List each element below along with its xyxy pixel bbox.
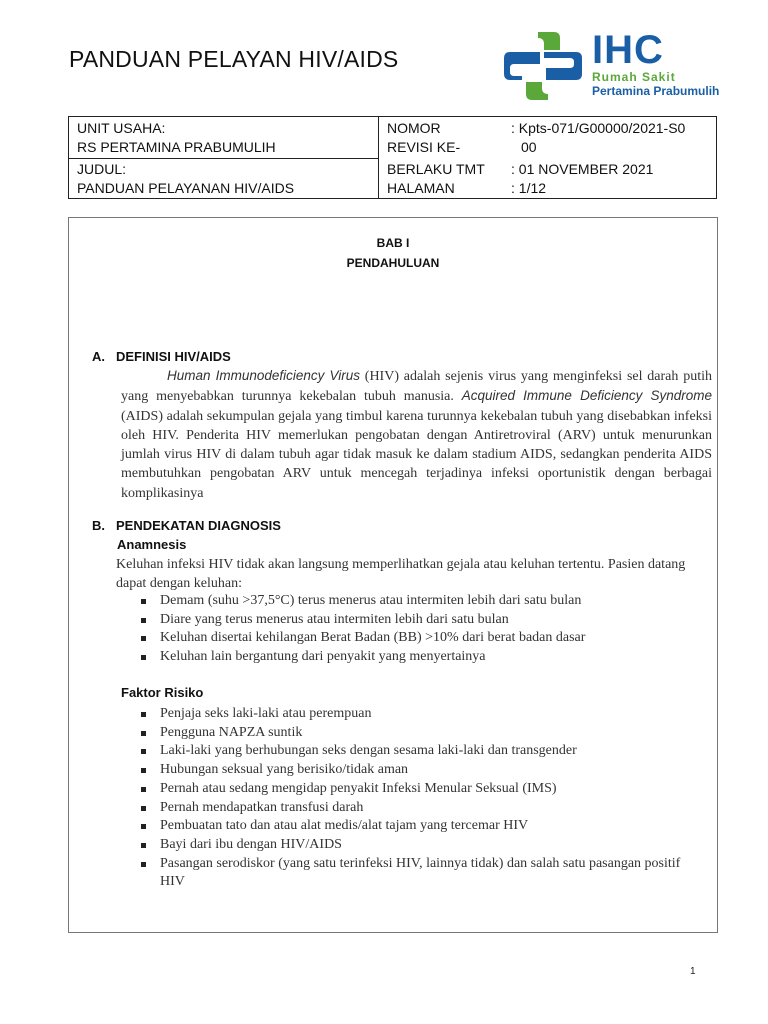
halaman-value: : 1/12 bbox=[511, 180, 547, 196]
list-item: Bayi dari ibu dengan HIV/AIDS bbox=[140, 836, 700, 855]
section-b-title: PENDEKATAN DIAGNOSIS bbox=[116, 518, 281, 533]
chapter-number: BAB I bbox=[376, 236, 410, 250]
risk-factor-heading: Faktor Risiko bbox=[121, 685, 204, 700]
list-item: Keluhan disertai kehilangan Berat Badan (BB) >10% dari berat badan dasar bbox=[140, 629, 700, 648]
term-aids: Acquired Immune Deficiency Syndrome bbox=[461, 388, 712, 404]
berlaku-label: BERLAKU TMT bbox=[387, 161, 485, 177]
unit-usaha-label: UNIT USAHA: bbox=[77, 120, 166, 136]
page-number: 1 bbox=[690, 966, 696, 977]
cross-logo-icon bbox=[500, 28, 586, 104]
list-item: Diare yang terus menerus atau intermiten lebih dari satu bulan bbox=[140, 611, 700, 630]
revisi-label: REVISI KE- bbox=[387, 139, 461, 155]
section-a-number: A. bbox=[92, 349, 105, 364]
ihc-logo bbox=[500, 28, 720, 104]
unit-usaha-value: RS PERTAMINA PRABUMULIH bbox=[77, 139, 276, 155]
document-header-table bbox=[68, 116, 717, 199]
revisi-value: 00 bbox=[521, 139, 537, 155]
list-item: Laki-laki yang berhubungan seks dengan sesama laki-laki dan transgender bbox=[140, 742, 700, 761]
list-item: Hubungan seksual yang berisiko/tidak aman bbox=[140, 761, 700, 780]
document-title: PANDUAN PELAYAN HIV/AIDS bbox=[69, 46, 399, 72]
anamnesis-list bbox=[140, 592, 700, 667]
anamnesis-text: Keluhan infeksi HIV tidak akan langsung memperlihatkan gejala atau keluhan tertentu. Pasien datang dapat dengan keluhan: bbox=[116, 557, 686, 591]
nomor-label: NOMOR bbox=[387, 120, 441, 136]
berlaku-value: : 01 NOVEMBER 2021 bbox=[511, 161, 654, 177]
list-item: Pengguna NAPZA suntik bbox=[140, 724, 700, 743]
chapter-title: PENDAHULUAN bbox=[346, 256, 440, 270]
section-b-number: B. bbox=[92, 518, 105, 533]
section-b-heading bbox=[92, 518, 281, 533]
list-item: Pernah mendapatkan transfusi darah bbox=[140, 799, 700, 818]
nomor-value: : Kpts-071/G00000/2021-S0 bbox=[511, 120, 686, 136]
section-a-text-1: (HIV) adalah sejenis virus yang menginfeksi sel darah putih yang menyebabkan turunnya kekebalan tubuh manusia. bbox=[121, 369, 712, 405]
logo-subtitle-1: Rumah Sakit bbox=[592, 70, 676, 84]
section-a-text-2: (AIDS) adalah sekumpulan gejala yang timbul karena turunnya kekebalan tubuh yang disebabkan infeksi oleh HIV. Penderita HIV memerlukan pengobatan dengan Antiretroviral (ARV) untuk menurunkan jumlah virus HIV di dalam tubuh agar tidak masuk ke dalam stadium AIDS, sedangkan penderita AIDS membutuhkan pengobatan ARV untuk mencegah terjadinya infeksi oportunistik dengan berbagai komplikasinya bbox=[121, 408, 712, 501]
term-hiv: Human Immunodeficiency Virus bbox=[167, 368, 360, 383]
halaman-label: HALAMAN bbox=[387, 180, 455, 196]
logo-subtitle-2: Pertamina Prabumulih bbox=[592, 84, 720, 98]
list-item: Penjaja seks laki-laki atau perempuan bbox=[140, 705, 700, 724]
list-item: Pembuatan tato dan atau alat medis/alat tajam yang tercemar HIV bbox=[140, 817, 700, 836]
table-divider bbox=[378, 117, 379, 198]
judul-value: PANDUAN PELAYANAN HIV/AIDS bbox=[77, 180, 295, 196]
logo-brand-text: IHC bbox=[592, 28, 664, 72]
list-item: Demam (suhu >37,5°C) terus menerus atau intermiten lebih dari satu bulan bbox=[140, 592, 700, 611]
section-a-title: DEFINISI HIV/AIDS bbox=[116, 349, 231, 364]
section-a-heading bbox=[92, 349, 231, 364]
judul-label: JUDUL: bbox=[77, 161, 127, 177]
section-a-paragraph bbox=[121, 366, 712, 503]
list-item: Pasangan serodiskor (yang satu terinfeksi HIV, lainnya tidak) dan salah satu pasangan positif HIV bbox=[140, 855, 700, 892]
anamnesis-heading: Anamnesis bbox=[117, 537, 187, 552]
risk-factor-list bbox=[140, 705, 700, 892]
list-item: Pernah atau sedang mengidap penyakit Infeksi Menular Seksual (IMS) bbox=[140, 780, 700, 799]
list-item: Keluhan lain bergantung dari penyakit yang menyertainya bbox=[140, 648, 700, 667]
